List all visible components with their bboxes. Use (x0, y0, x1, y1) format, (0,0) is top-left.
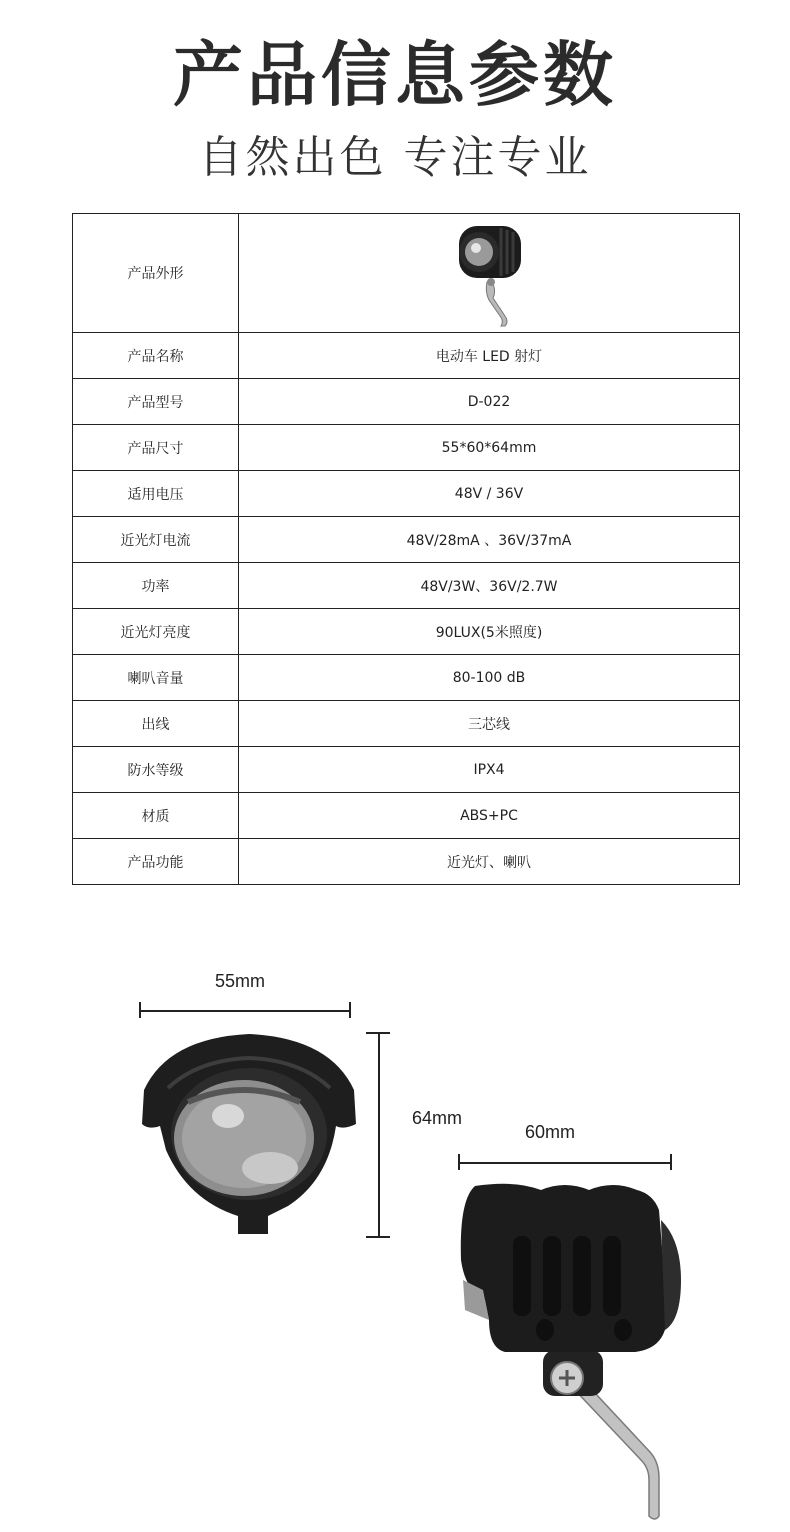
dimension-width-tick-right (349, 1002, 351, 1018)
spec-label: 功率 (73, 563, 239, 609)
dimension-depth-tick-right (670, 1154, 672, 1170)
table-row (73, 333, 740, 379)
dimension-width-line (140, 1010, 350, 1012)
table-row (73, 517, 740, 563)
spec-value: IPX4 (239, 747, 740, 793)
spec-value: 55*60*64mm (239, 425, 740, 471)
product-thumbnail-image (449, 218, 529, 328)
table-row (73, 563, 740, 609)
spec-value: 三芯线 (239, 701, 740, 747)
spec-label: 近光灯亮度 (73, 609, 239, 655)
spec-value: 48V/28mA 、36V/37mA (239, 517, 740, 563)
dimension-width-tick-left (139, 1002, 141, 1018)
dimension-height-line (378, 1032, 380, 1237)
dimension-height-tick-bottom (366, 1236, 390, 1238)
spec-value: 90LUX(5米照度) (239, 609, 740, 655)
lamp-front-view-image (138, 1030, 360, 1240)
spec-table (72, 213, 740, 885)
table-row (73, 701, 740, 747)
table-row (73, 747, 740, 793)
table-row (73, 214, 740, 333)
dimension-width-label: 55mm (215, 971, 266, 991)
dimension-depth-tick-left (458, 1154, 460, 1170)
spec-value: 80-100 dB (239, 655, 740, 701)
table-row (73, 609, 740, 655)
table-row (73, 655, 740, 701)
table-row (73, 471, 740, 517)
spec-label: 出线 (73, 701, 239, 747)
spec-value: 48V/3W、36V/2.7W (239, 563, 740, 609)
product-thumbnail-cell (239, 214, 740, 333)
spec-label: 近光灯电流 (73, 517, 239, 563)
spec-label: 产品尺寸 (73, 425, 239, 471)
spec-value: 近光灯、喇叭 (239, 839, 740, 885)
spec-value: 电动车 LED 射灯 (239, 333, 740, 379)
spec-label: 喇叭音量 (73, 655, 239, 701)
dimension-height-label: 64mm (412, 1108, 463, 1128)
table-row (73, 425, 740, 471)
table-row (73, 379, 740, 425)
dimension-depth-label: 60mm (525, 1122, 576, 1142)
page-subtitle: 自然出色 专注专业 (198, 132, 592, 183)
lamp-side-view-image (455, 1180, 690, 1522)
spec-label: 适用电压 (73, 471, 239, 517)
spec-value: D-022 (239, 379, 740, 425)
spec-label: 产品型号 (73, 379, 239, 425)
table-row (73, 793, 740, 839)
table-row (73, 839, 740, 885)
page-title: 产品信息参数 (173, 34, 617, 116)
spec-value: ABS+PC (239, 793, 740, 839)
spec-label: 材质 (73, 793, 239, 839)
dimension-height-tick-top (366, 1032, 390, 1034)
spec-label: 防水等级 (73, 747, 239, 793)
spec-value: 48V / 36V (239, 471, 740, 517)
spec-label: 产品名称 (73, 333, 239, 379)
spec-label: 产品外形 (73, 214, 239, 333)
dimension-depth-line (459, 1162, 671, 1164)
spec-label: 产品功能 (73, 839, 239, 885)
